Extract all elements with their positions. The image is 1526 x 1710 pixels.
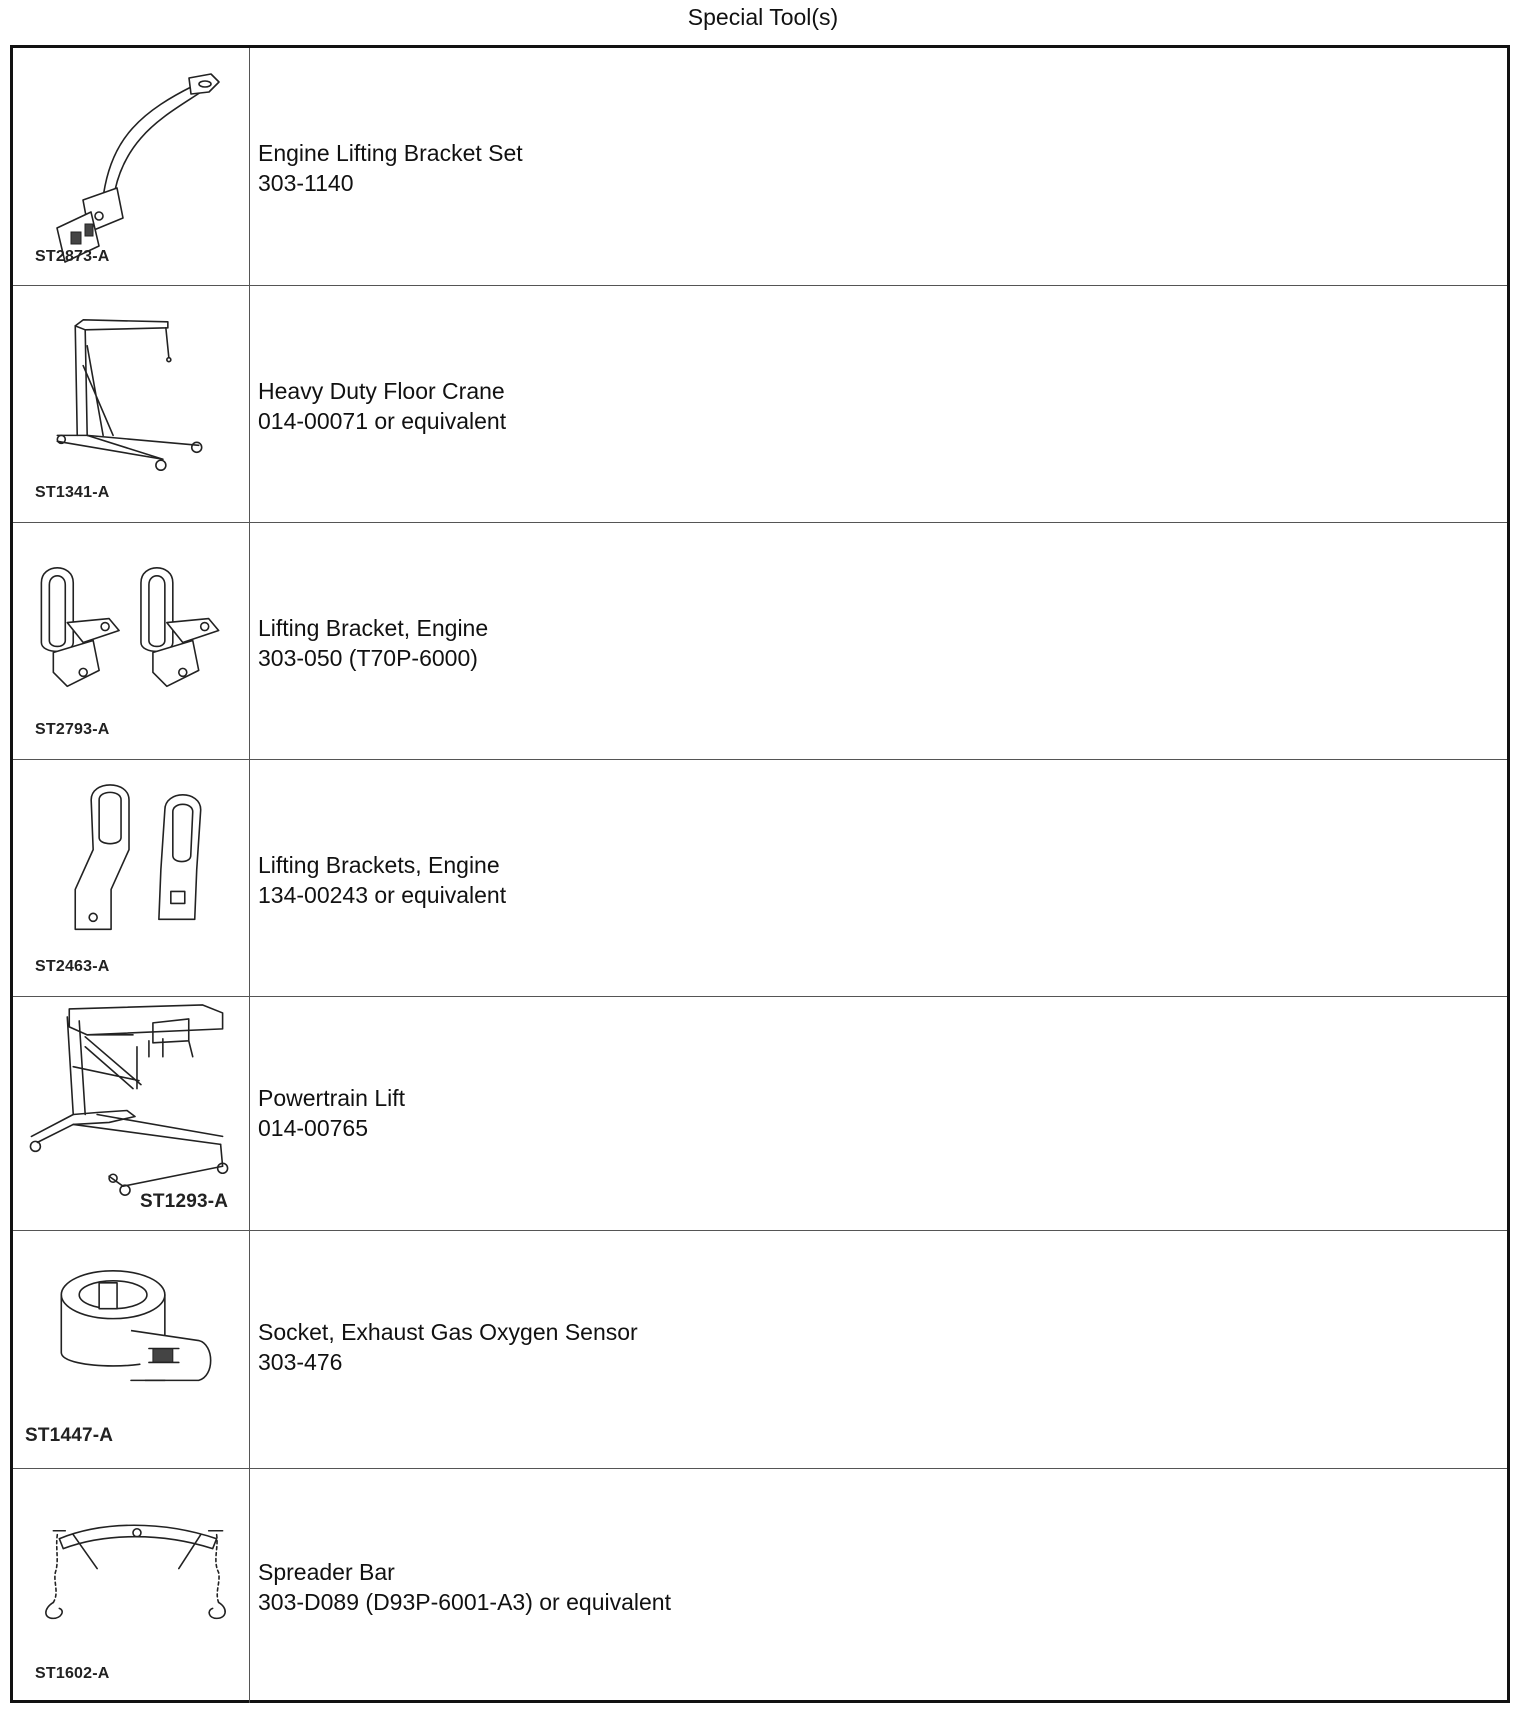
tool-part-number: 303-1140 <box>258 170 354 196</box>
tool-image-code: ST1447-A <box>25 1425 114 1446</box>
tool-image-code: ST2463-A <box>35 958 110 975</box>
table-row <box>13 1230 1507 1468</box>
tool-part-number: 014-00765 <box>258 1115 368 1141</box>
tool-description <box>258 613 488 673</box>
tool-name: Spreader Bar <box>258 1559 395 1585</box>
tool-description <box>258 376 506 436</box>
tool-part-number: 303-050 (T70P-6000) <box>258 645 478 671</box>
tool-name: Engine Lifting Bracket Set <box>258 140 523 166</box>
tool-description <box>258 1083 405 1143</box>
tool-part-number: 134-00243 or equivalent <box>258 882 507 908</box>
tool-image-code: ST2793-A <box>35 721 110 738</box>
tool-image-code: ST2873-A <box>35 248 110 265</box>
tool-description <box>258 138 523 198</box>
tool-description <box>258 1317 638 1377</box>
tool-image-cell <box>13 1231 250 1468</box>
tool-image-cell <box>13 1469 250 1703</box>
tool-name: Lifting Brackets, Engine <box>258 852 500 878</box>
table-row <box>13 1468 1507 1703</box>
tool-name: Lifting Bracket, Engine <box>258 615 489 641</box>
tool-image-cell <box>13 997 250 1230</box>
table-row <box>13 759 1507 996</box>
tool-part-number: 014-00071 or equivalent <box>258 408 507 434</box>
table-row <box>13 522 1507 759</box>
table-row <box>13 48 1507 285</box>
tool-image-cell <box>13 523 250 759</box>
tool-image-code: ST1341-A <box>35 484 110 501</box>
tool-image-code: ST1602-A <box>35 1665 110 1682</box>
tool-image-cell <box>13 286 250 522</box>
tool-part-number: 303-D089 (D93P-6001-A3) or equivalent <box>258 1589 671 1615</box>
tool-name: Powertrain Lift <box>258 1085 406 1111</box>
tool-description <box>258 1557 671 1617</box>
tool-description <box>258 850 506 910</box>
tool-image-cell <box>13 48 250 285</box>
tool-image-cell <box>13 760 250 996</box>
table-row <box>13 996 1507 1230</box>
special-tools-table <box>10 45 1510 1703</box>
tool-image-code: ST1293-A <box>140 1191 229 1212</box>
page-title: Special Tool(s) <box>687 4 839 30</box>
table-row <box>13 285 1507 522</box>
tool-name: Heavy Duty Floor Crane <box>258 378 505 404</box>
tool-name: Socket, Exhaust Gas Oxygen Sensor <box>258 1319 638 1345</box>
tool-part-number: 303-476 <box>258 1349 343 1375</box>
